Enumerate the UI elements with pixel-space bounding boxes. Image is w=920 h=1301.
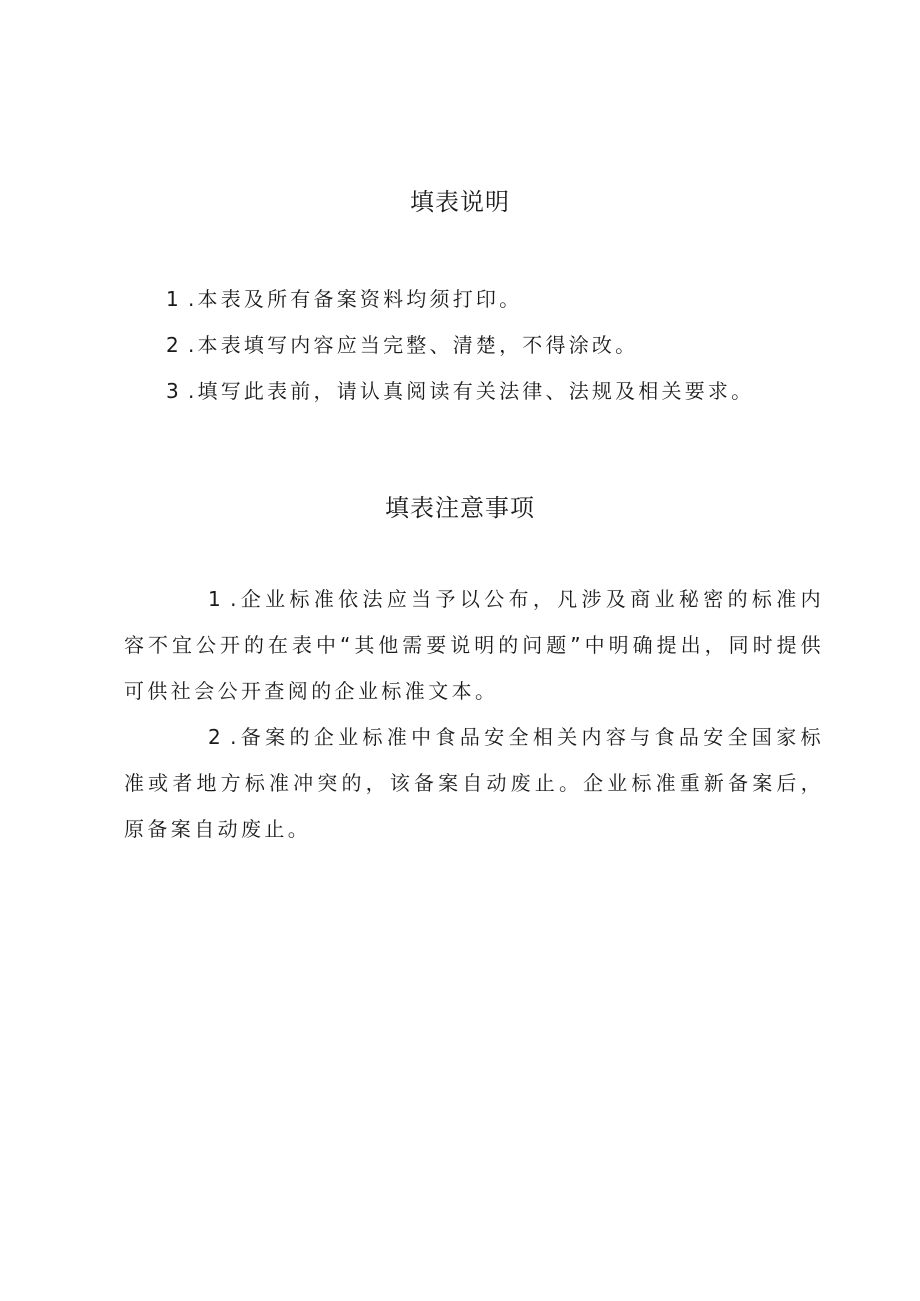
item-text: .本表填写内容应当完整、清楚，不得涂改。 <box>187 333 639 357</box>
notes-paragraph <box>124 714 824 852</box>
section-title-instructions: 填表说明 <box>410 188 510 216</box>
item-number: 3 <box>166 379 182 403</box>
paragraph-number: 2 <box>208 725 225 749</box>
paragraph-text: .企业标准依法应当予以公布，凡涉及商业秘密的标准内容不宜公开的在表中“其他需要说明的问题”中明确提出，同时提供可供社会公开查阅的企业标准文本。 <box>124 587 824 703</box>
paragraph-text: .备案的企业标准中食品安全相关内容与食品安全国家标准或者地方标准冲突的，该备案自动废止。企业标准重新备案后，原备案自动废止。 <box>124 725 824 841</box>
section-title-notes: 填表注意事项 <box>385 494 535 522</box>
list-item <box>166 368 754 414</box>
notes-body <box>124 576 824 852</box>
instructions-list <box>166 276 754 414</box>
list-item <box>166 276 754 322</box>
item-text: .本表及所有备案资料均须打印。 <box>187 287 523 311</box>
item-number: 2 <box>166 333 182 357</box>
item-text: .填写此表前，请认真阅读有关法律、法规及相关要求。 <box>187 379 755 403</box>
list-item <box>166 322 754 368</box>
paragraph-number: 1 <box>208 587 225 611</box>
item-number: 1 <box>166 287 182 311</box>
notes-paragraph <box>124 576 824 714</box>
